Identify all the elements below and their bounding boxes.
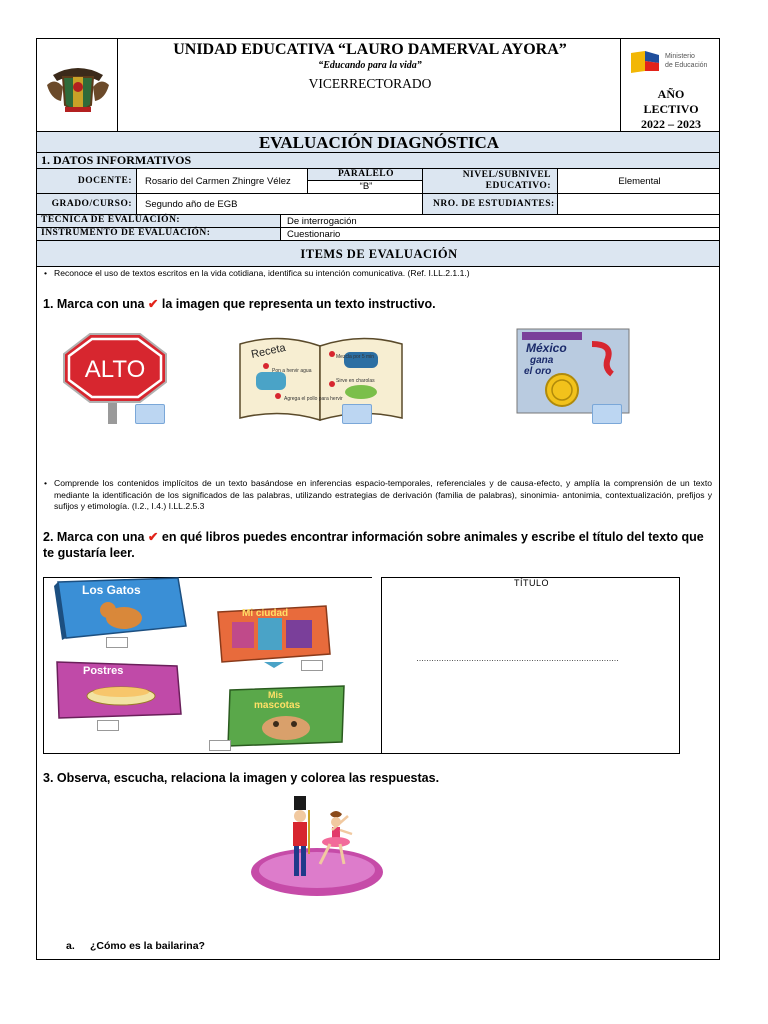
sub-question-a: ¿Cómo es la bailarina?: [90, 940, 205, 952]
question-2-prefix: 2. Marca con una: [43, 530, 145, 544]
recipe-step-3: Agrega el pollo para hervir: [284, 396, 343, 402]
book-4-title-2: mascotas: [254, 700, 301, 711]
answer-box-mi-ciudad[interactable]: [301, 660, 323, 671]
sub-question-a-letter: a.: [66, 940, 75, 952]
grado-label-cell: [36, 193, 137, 215]
grado-label: GRADO/CURSO:: [51, 199, 132, 209]
titulo-label: TÍTULO: [513, 578, 549, 588]
tecnica-value-cell: [280, 214, 720, 228]
items-title: ITEMS DE EVALUACIÓN: [300, 247, 458, 261]
nro-label: NRO. DE ESTUDIANTES:: [433, 199, 555, 209]
docente-value-cell: [136, 168, 308, 194]
mexico-poster-image: [516, 328, 630, 414]
question-1-suffix: la imagen que representa un texto instructivo.: [161, 297, 436, 311]
titulo-cell: [381, 577, 680, 754]
ministry-line2: de Educación: [665, 62, 708, 69]
question-1: [43, 296, 436, 311]
evaluation-title-bar: [36, 131, 720, 153]
poster-line-1: México: [526, 341, 567, 355]
recipe-book-image: [236, 332, 406, 424]
answer-box-postres[interactable]: [97, 720, 119, 731]
nivel-value-cell: [557, 168, 720, 194]
nutcracker-ballerina-image: [250, 790, 384, 898]
answer-box-recipe[interactable]: [342, 404, 372, 424]
book-3-title: Postres: [83, 665, 124, 677]
instrumento-label: INSTRUMENTO DE EVALUACIÓN:: [41, 228, 211, 238]
docente-value: Rosario del Carmen Zhingre Vélez: [145, 176, 291, 187]
school-crest-icon: [43, 57, 113, 117]
criteria-1-bullet: •: [44, 268, 48, 278]
grado-value-cell: [136, 193, 423, 215]
instrumento-value-cell: [280, 227, 720, 241]
datos-section-bar: [36, 152, 720, 169]
year-label-2: LECTIVO: [643, 102, 699, 116]
answer-box-poster[interactable]: [592, 404, 622, 424]
school-motto: “Educando para la vida”: [318, 60, 422, 71]
tecnica-label: TECNICA DE EVALUACIÓN:: [41, 215, 181, 225]
nivel-label-1: NIVEL/SUBNIVEL: [462, 170, 551, 180]
ministry-logo-icon: [629, 49, 663, 75]
paralelo-label: PARALELO: [337, 169, 395, 179]
datos-section-title: 1. DATOS INFORMATIVOS: [41, 153, 192, 167]
tecnica-value: De interrogación: [287, 216, 357, 227]
school-header-cell: [117, 38, 621, 132]
poster-line-3: el oro: [524, 366, 552, 377]
book-1-title: Los Gatos: [82, 583, 141, 597]
book-postres-image: [53, 658, 185, 722]
nivel-label-2: EDUCATIVO:: [485, 181, 551, 191]
book-los-gatos-image: [52, 576, 190, 642]
recipe-step-1: Pon a hervir agua: [272, 368, 312, 374]
stop-sign-text: ALTO: [84, 356, 146, 383]
instrumento-value: Cuestionario: [287, 229, 341, 240]
recipe-step-4: Sirve en charolas: [336, 378, 375, 384]
titulo-answer-line[interactable]: ………………………………………………………………………: [416, 654, 619, 663]
answer-box-los-gatos[interactable]: [106, 637, 128, 648]
school-name: UNIDAD EDUCATIVA “LAURO DAMERVAL AYORA”: [173, 41, 567, 58]
nivel-label-cell: [422, 168, 558, 194]
poster-line-2: gana: [530, 355, 554, 366]
department-name: VICERRECTORADO: [308, 76, 432, 91]
year-cell: [620, 38, 720, 132]
nro-label-cell: [422, 193, 558, 215]
nro-value-cell[interactable]: [557, 193, 720, 215]
items-title-bar: [36, 240, 720, 267]
docente-label: DOCENTE:: [77, 176, 132, 186]
question-3: 3. Observa, escucha, relaciona la imagen y colorea las respuestas.: [43, 771, 440, 785]
grado-value: Segundo año de EGB: [145, 199, 238, 210]
recipe-step-2: Mezcla por 5 min: [336, 354, 375, 360]
instrumento-label-cell: [36, 227, 281, 241]
criteria-2-bullet: •: [44, 478, 48, 488]
book-mi-ciudad-image: [214, 604, 334, 668]
question-2: [43, 529, 713, 561]
checkmark-icon: ✔: [147, 530, 159, 544]
year-label-1: AÑO: [657, 87, 685, 101]
nivel-value: Elemental: [618, 176, 661, 187]
paralelo-value-cell: [307, 180, 423, 194]
docente-label-cell: [36, 168, 137, 194]
checkmark-icon: ✔: [147, 297, 159, 311]
criteria-2: Comprende los contenidos implícitos de un texto basándose en inferencias espacio-temporales, referenciales y de causa-efecto, y amplía la comprensión de un texto mediante la identificación de los significados de las palabras, utilizando estrategias de derivación (familia de palabras), sinonimia- antonimia, contextualización, prefijos y sufijos y etimología. (I.2., I.4.) I.LL.2.5.3: [54, 478, 712, 511]
recipe-title: Receta: [250, 341, 287, 361]
question-2-suffix: en qué libros puedes encontrar información sobre animales y escribe el título del texto que te gustaría leer.: [43, 530, 704, 560]
answer-box-mis-mascotas[interactable]: [209, 740, 231, 751]
book-mis-mascotas-image: [224, 684, 350, 750]
year-range: 2022 – 2023: [641, 117, 701, 131]
book-2-title: Mi ciudad: [242, 608, 289, 619]
answer-box-stop[interactable]: [135, 404, 165, 424]
question-1-prefix: 1. Marca con una: [43, 297, 145, 311]
paralelo-value: “B”: [359, 181, 373, 192]
criteria-1: Reconoce el uso de textos escritos en la vida cotidiana, identifica su intención comunicativa. (Ref. I.LL.2.1.1.): [54, 268, 470, 278]
logo-cell: [36, 38, 118, 132]
ministry-line1: Ministerio: [665, 53, 695, 60]
evaluation-title: EVALUACIÓN DIAGNÓSTICA: [258, 133, 500, 152]
book-4-title-1: Mis: [268, 690, 284, 700]
tecnica-label-cell: [36, 214, 281, 228]
